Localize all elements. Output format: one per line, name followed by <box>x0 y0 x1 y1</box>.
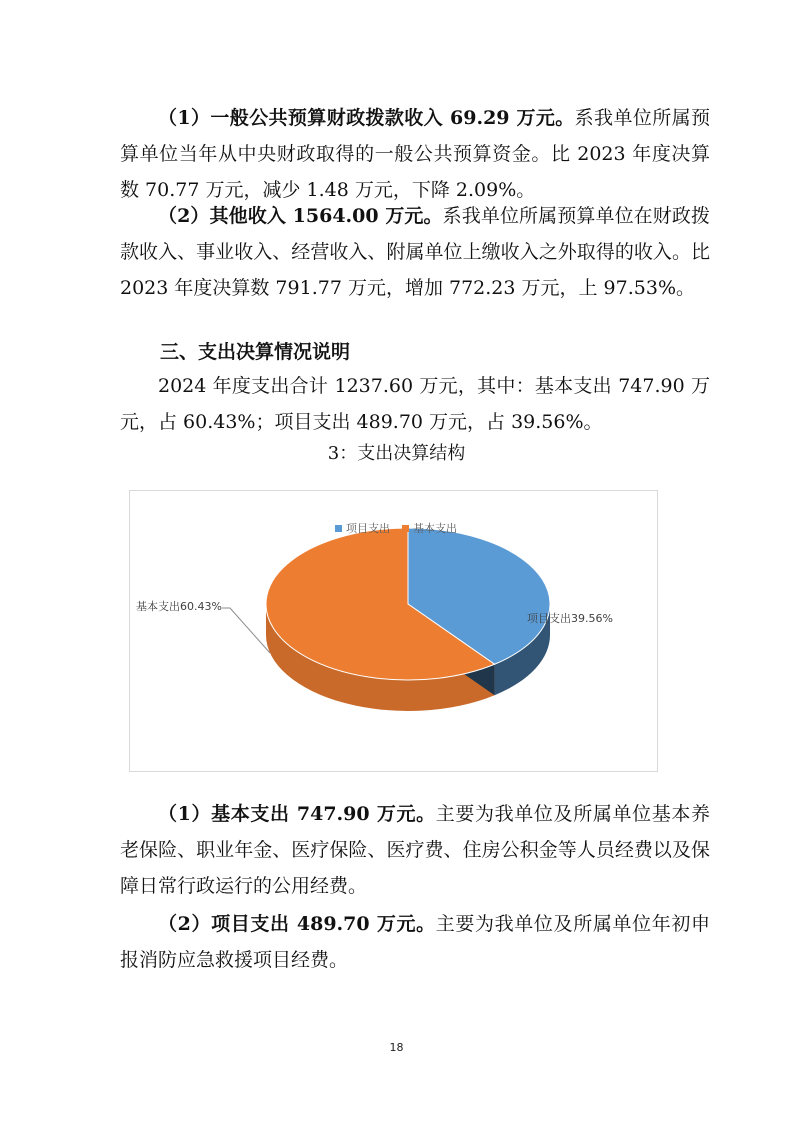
paragraph-expenditure-summary <box>120 368 710 440</box>
page-number: 18 <box>389 1041 404 1054</box>
paragraph-text: 2024 年度支出合计 1237.60 万元，其中：基本支出 747.90 万元，占 60.43%；项目支出 489.70 万元，占 39.56%。 <box>120 375 710 433</box>
paragraph-general-budget-income <box>120 100 710 208</box>
paragraph-text: 系我单位所属预算单位当年从中央财政取得的一般公共预算资金。比 2023 年度决算数 70.77 万元，减少 1.48 万元，下降 2.09%。 <box>120 107 710 201</box>
legend-label-project: 项目支出 <box>346 522 390 535</box>
section-heading: 三、支出决算情况说明 <box>160 341 351 363</box>
chart-caption: 3：支出决算结构 <box>327 443 466 464</box>
paragraph-project-expenditure <box>120 906 710 978</box>
paragraph-lead: （1）基本支出 747.90 万元。 <box>158 803 436 825</box>
paragraph-text: 系我单位所属预算单位在财政拨款收入、事业收入、经营收入、附属单位上缴收入之外取得的收入。比 2023 年度决算数 791.77 万元，增加 772.23 万元，上 97.53%。 <box>120 205 710 299</box>
legend-label-basic: 基本支出 <box>413 522 457 535</box>
data-label-project: 项目支出39.56% <box>527 612 613 625</box>
legend-swatch-project <box>335 525 342 532</box>
legend-item-project <box>335 520 390 536</box>
legend-swatch-basic <box>402 525 409 532</box>
chart-legend <box>335 520 457 536</box>
data-label-basic: 基本支出60.43% <box>136 600 222 613</box>
paragraph-text: 主要为我单位及所属单位年初申报消防应急救援项目经费。 <box>120 913 710 971</box>
paragraph-other-income <box>120 198 710 306</box>
leader-line-basic <box>222 608 270 653</box>
paragraph-lead: （2）其他收入 1564.00 万元。 <box>158 205 443 227</box>
paragraph-basic-expenditure <box>120 796 710 904</box>
paragraph-lead: （1）一般公共预算财政拨款收入 69.29 万元。 <box>158 107 575 129</box>
paragraph-lead: （2）项目支出 489.70 万元。 <box>158 913 436 935</box>
legend-item-basic <box>402 520 457 536</box>
paragraph-text: 主要为我单位及所属单位基本养老保险、职业年金、医疗保险、医疗费、住房公积金等人员经费以及保障日常行政运行的公用经费。 <box>120 803 710 897</box>
